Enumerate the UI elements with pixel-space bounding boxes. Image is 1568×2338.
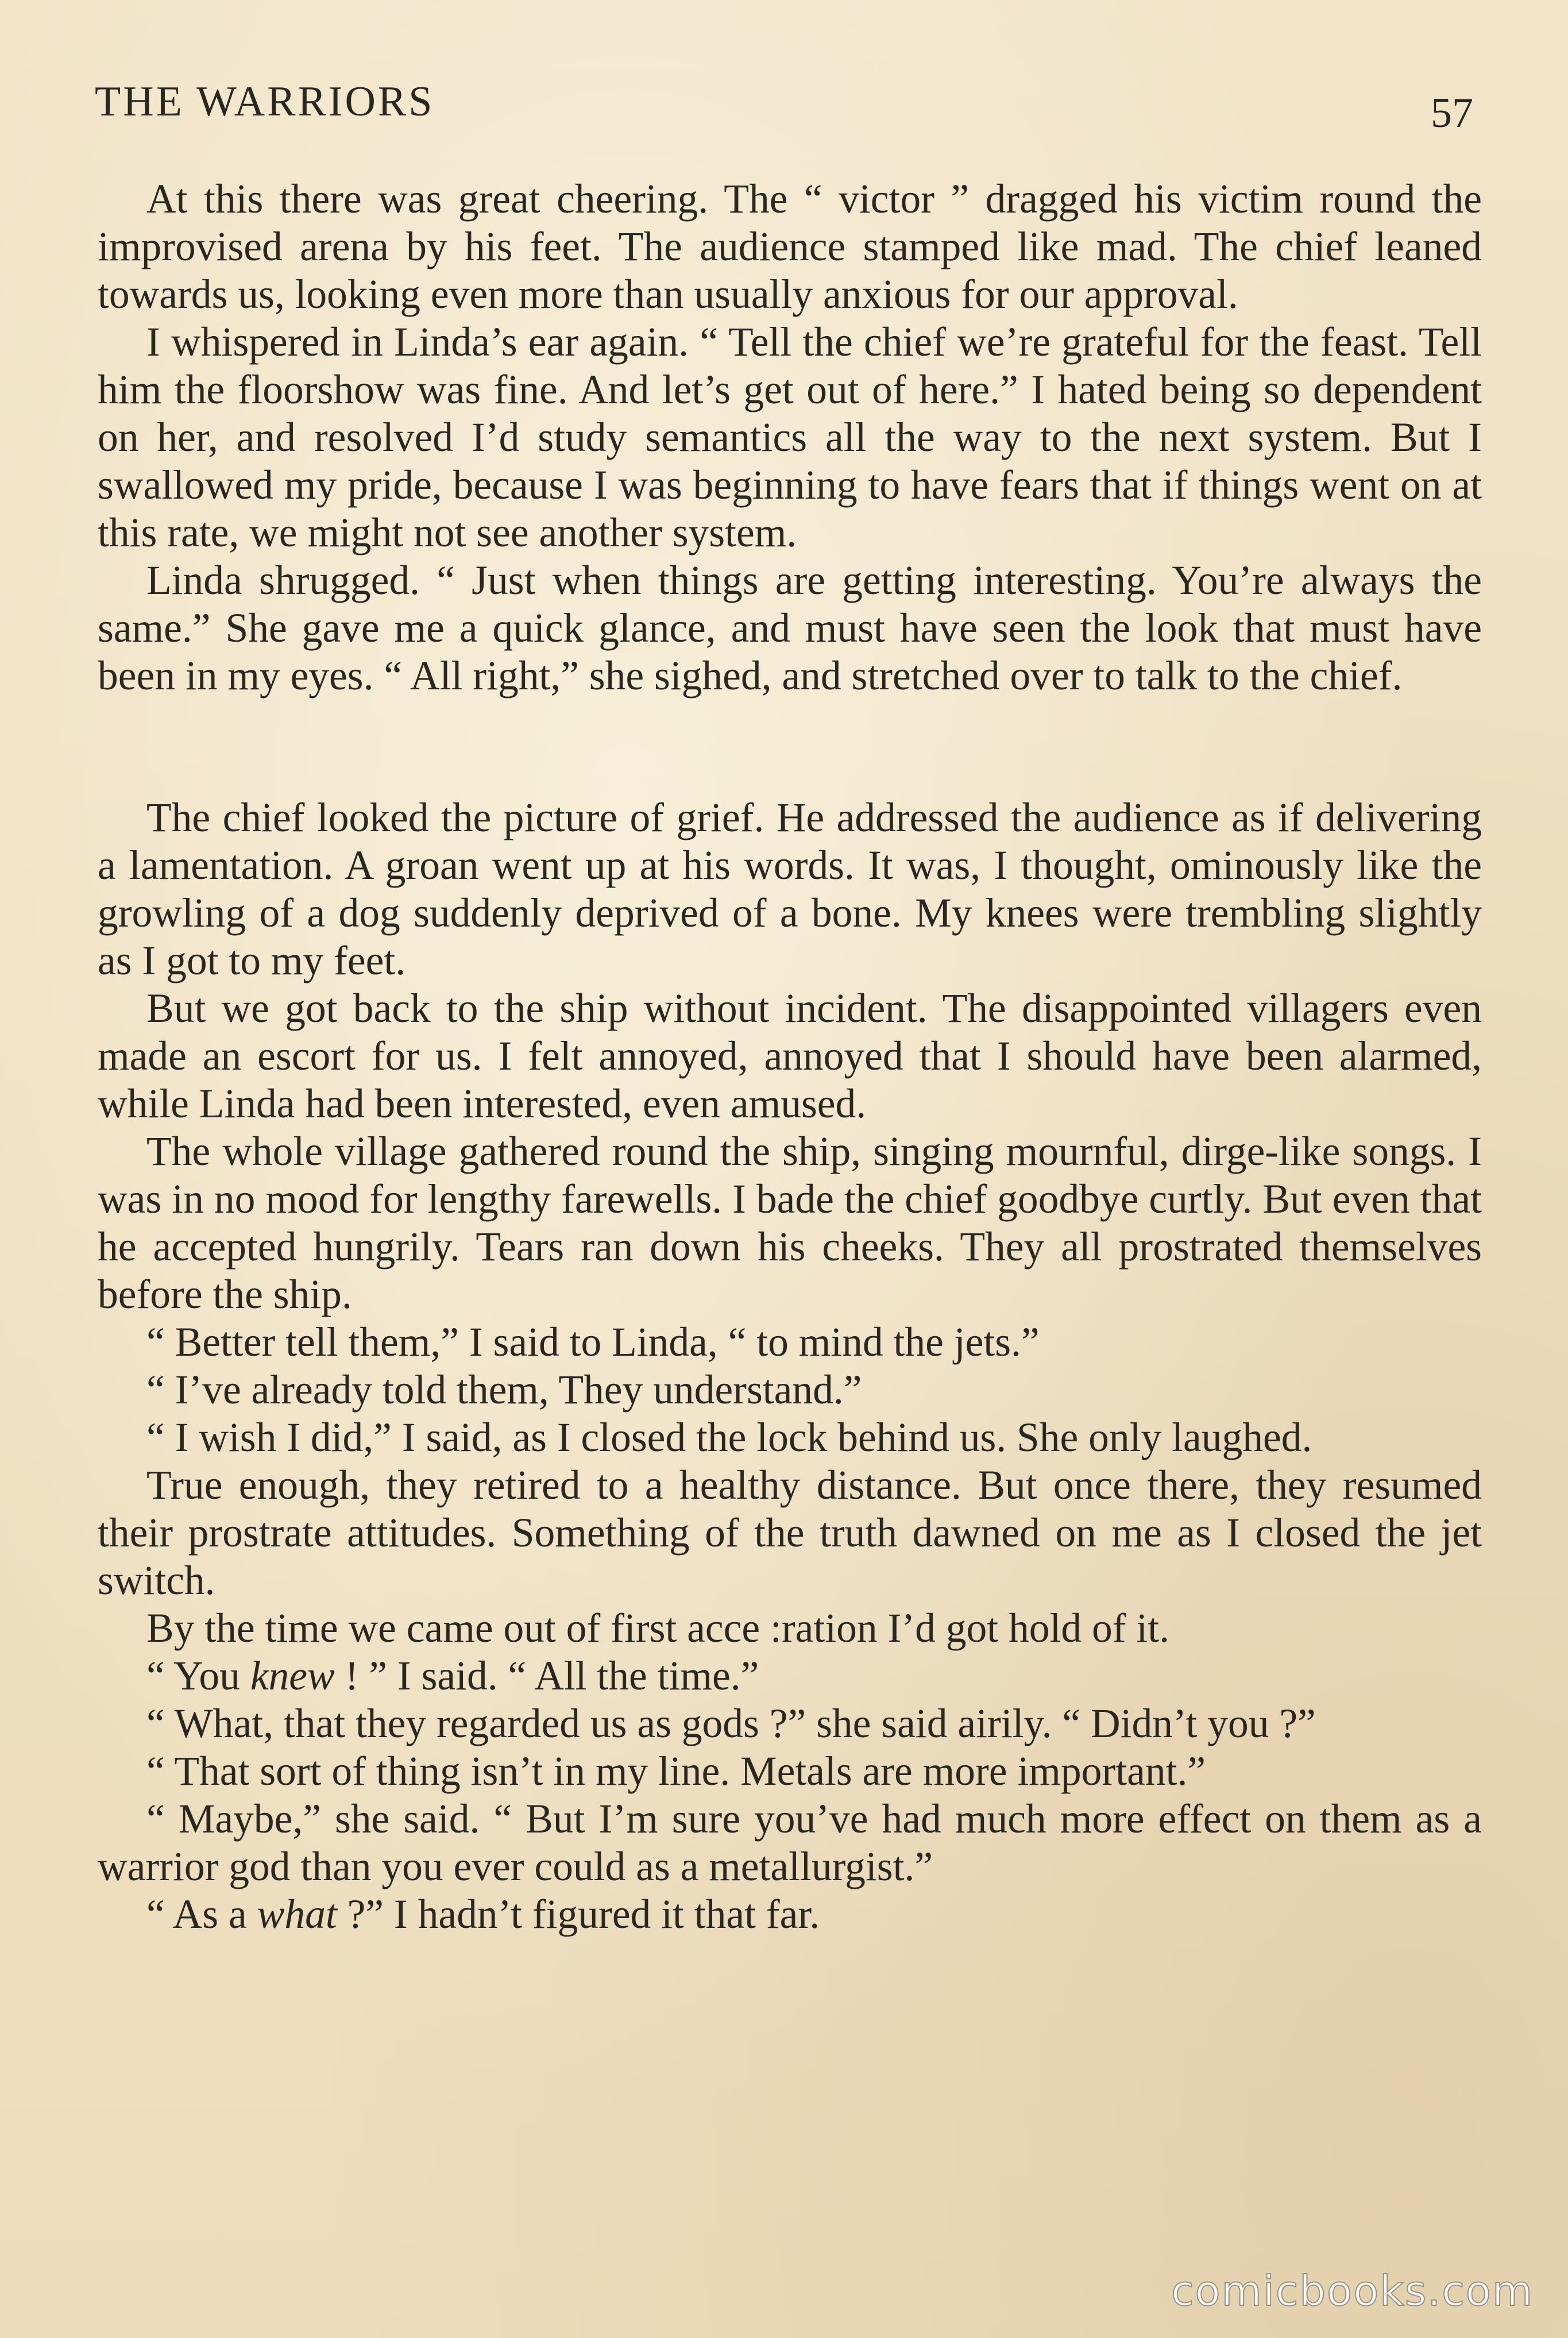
paragraph-text: “ As a	[146, 1892, 257, 1937]
watermark: comicbooks.com	[1171, 2267, 1534, 2315]
paragraph-text: “ You	[146, 1653, 250, 1699]
paragraph: True enough, they retired to a healthy distance. But once there, they resumed their prostrate attitudes. Something of the truth dawned on me as I closed the jet switch.	[98, 1463, 1482, 1603]
page-number: 57	[1431, 90, 1473, 137]
paragraph: Linda shrugged. “ Just when things are getting interesting. You’re always the same.” She gave me a quick glance, and must have seen the look that must have been in my eyes. “ All right,” she sighed, and stretched over to talk to the chief.	[98, 558, 1482, 699]
paragraph: “ Better tell them,” I said to Linda, “ to mind the jets.”	[146, 1320, 1040, 1365]
emphasis: what	[257, 1892, 337, 1937]
paragraph: At this there was great cheering. The “ victor ” dragged his victim round the improvised arena by his feet. The audience stamped like mad. The chief leaned towards us, looking even more than usually anxious for our approval.	[98, 176, 1482, 317]
paragraph: “ Maybe,” she said. “ But I’m sure you’ve had much more effect on them as a warrior god than you ever could as a metallurgist.”	[98, 1796, 1482, 1889]
paragraph: “ I’ve already told them, They understand.”	[146, 1367, 862, 1413]
paragraph	[98, 1652, 1482, 1700]
paragraph: But we got back to the ship without incident. The disappointed villagers even made an escort for us. I felt annoyed, annoyed that I should have been alarmed, while Linda had been interested, even amused.	[98, 986, 1482, 1126]
paragraph: By the time we came out of first acce :ration I’d got hold of it.	[146, 1606, 1170, 1651]
paragraph-text: ?” I hadn’t figured it that far.	[337, 1892, 820, 1937]
paragraph: “ That sort of thing isn’t in my line. Metals are more important.”	[146, 1749, 1206, 1794]
paragraph	[98, 1891, 1482, 1938]
paragraph: The chief looked the picture of grief. He addressed the audience as if delivering a lamentation. A groan went up at his words. It was, I thought, ominously like the growling of a dog suddenly deprived of a bone. My knees were trembling slightly as I got to my feet.	[98, 795, 1482, 983]
body-text	[98, 175, 1482, 1938]
running-head: THE WARRIORS	[95, 78, 435, 125]
paragraph: I whispered in Linda’s ear again. “ Tell the chief we’re grateful for the feast. Tell him the floorshow was fine. And let’s get out of here.” I hated being so dependent on her, and resolved I’d study semantics all the way to the next system. But I swallowed my pride, because I was beginning to have fears that if things went on at this rate, we might not see another system.	[98, 319, 1482, 555]
paragraph: “ What, that they regarded us as gods ?” she said airily. “ Didn’t you ?”	[146, 1701, 1316, 1746]
paragraph: “ I wish I did,” I said, as I closed the lock behind us. She only laughed.	[146, 1415, 1312, 1460]
paragraph-text: ! ” I said. “ All the time.”	[334, 1653, 759, 1699]
emphasis: knew	[250, 1653, 335, 1699]
paragraph: The whole village gathered round the ship, singing mournful, dirge-like songs. I was in no mood for lengthy farewells. I bade the chief goodbye curtly. But even that he accepted hungrily. Tears ran down his cheeks. They all prostrated themselves before the ship.	[98, 1129, 1482, 1317]
